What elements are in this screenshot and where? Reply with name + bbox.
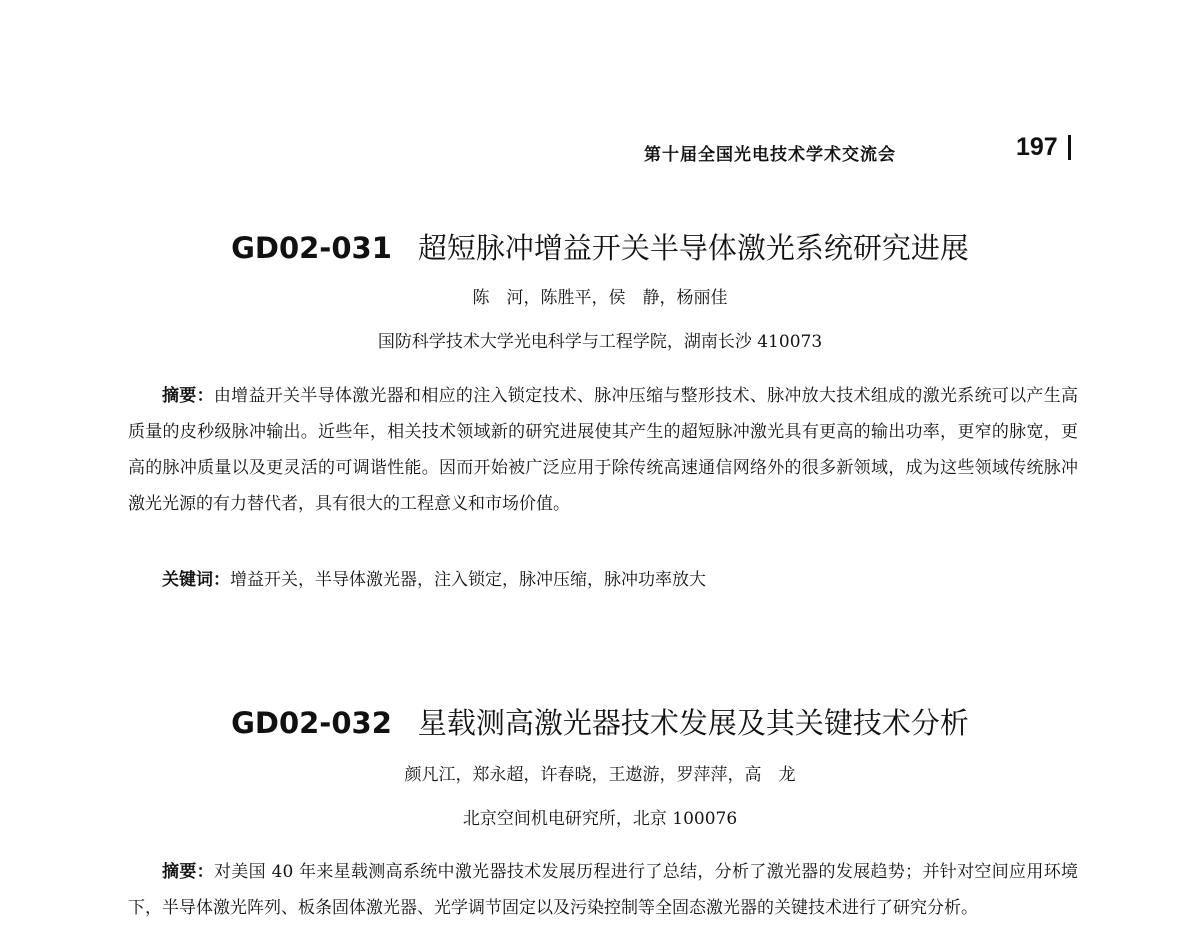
article-abstract <box>128 378 1078 522</box>
article-abstract <box>128 854 1078 926</box>
article-code: GD02-031 <box>231 231 392 265</box>
keywords-label: 关键词： <box>162 570 230 590</box>
page-number: 197 <box>1016 133 1058 161</box>
abstract-text: 由增益开关半导体激光器和相应的注入锁定技术、脉冲压缩与整形技术、脉冲放大技术组成的激光系统可以产生高质量的皮秒级脉冲输出。近些年，相关技术领域新的研究进展使其产生的超短脉冲激光具有更高的输出功率，更窄的脉宽，更高的脉冲质量以及更灵活的可调谐性能。因而开始被广泛应用于除传统高速通信网络外的很多新领域，成为这些领域传统脉冲激光光源的有力替代者，具有很大的工程意义和市场价值。 <box>128 386 1079 514</box>
article-authors: 颜凡江，郑永超，许春晓，王遨游，罗萍萍，高 龙 <box>404 765 796 785</box>
article-heading: 超短脉冲增益开关半导体激光系统研究进展 <box>417 231 969 265</box>
article-heading: 星载测高激光器技术发展及其关键技术分析 <box>417 706 969 740</box>
article-affiliation: 国防科学技术大学光电科学与工程学院，湖南长沙 410073 <box>377 332 823 352</box>
article-title <box>0 701 1200 742</box>
abstract-label: 摘要： <box>162 386 214 406</box>
article-title <box>0 226 1200 267</box>
header-rule <box>1068 135 1071 160</box>
article-affiliation: 北京空间机电研究所，北京 100076 <box>462 809 738 829</box>
abstract-label: 摘要： <box>162 862 214 882</box>
article-authors: 陈 河，陈胜平，侯 静，杨丽佳 <box>472 288 728 308</box>
running-header <box>0 133 1200 163</box>
conference-title: 第十届全国光电技术学术交流会 <box>644 145 896 165</box>
article-code: GD02-032 <box>231 706 392 740</box>
article-keywords <box>128 562 1078 598</box>
keywords-text: 增益开关，半导体激光器，注入锁定，脉冲压缩，脉冲功率放大 <box>230 570 706 590</box>
abstract-text: 对美国 40 年来星载测高系统中激光器技术发展历程进行了总结，分析了激光器的发展趋势；并针对空间应用环境下，半导体激光阵列、板条固体激光器、光学调节固定以及污染控制等全固态激光器的关键技术进行了研究分析。 <box>128 862 1079 918</box>
